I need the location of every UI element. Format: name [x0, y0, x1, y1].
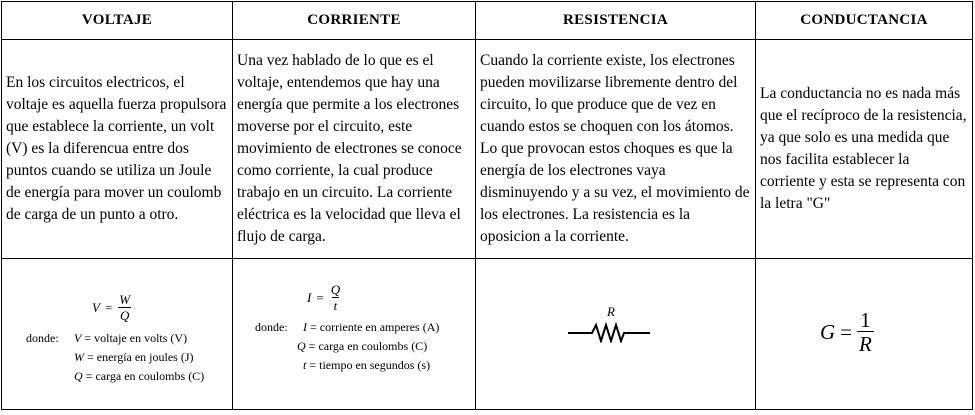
- voltage-numerator: W: [119, 292, 131, 307]
- current-denominator: t: [333, 298, 338, 313]
- current-def-symbol: I: [303, 320, 307, 334]
- corriente-description: Una vez hablado de lo que es el voltaje, entendemos que hay una energía que permite a los electrones moverse por el circuito, este movimiento de electrones se conoce como corriente, la cual produce trabajo en un circuito. La corriente eléctrica es la velocidad que lleva el flujo de carga.: [233, 40, 476, 259]
- current-def-text: = tiempo en segundos (s): [309, 358, 431, 372]
- conductancia-description: La conductancia no es nada más que el recíproco de la resistencia, ya que solo es una medida que nos facilita establecer la corriente y esta se representa con la letra "G": [756, 40, 973, 259]
- conductancia-formula-cell: [756, 259, 973, 410]
- voltage-def-symbol: W: [74, 350, 84, 364]
- voltage-def-text: = carga en coulombs (C): [85, 369, 205, 383]
- current-legend: [255, 318, 439, 375]
- formula-row: [2, 259, 973, 410]
- current-def-text: = carga en coulombs (C): [308, 339, 428, 353]
- current-where: donde:: [255, 320, 288, 334]
- current-def-symbol: Q: [297, 339, 306, 353]
- voltaje-description: En los circuitos electricos, el voltaje es aquella fuerza propulsora que establece la corriente, un volt (V) es la diferencua entre dos puntos cuando se utiliza un Joule de energía para mover un coulomb de carga de un punto a otro.: [2, 40, 233, 259]
- current-equation: [307, 283, 342, 313]
- voltage-def-symbol: Q: [74, 369, 83, 383]
- conductance-equation: [820, 309, 874, 356]
- header-conductancia: CONDUCTANCIA: [756, 2, 973, 40]
- corriente-formula-cell: [233, 259, 476, 410]
- resistor-label: R: [607, 304, 615, 319]
- conductance-lhs: G: [820, 320, 836, 344]
- voltage-def-symbol: V: [74, 331, 82, 345]
- current-def-text: = corriente en amperes (A): [310, 320, 440, 334]
- voltage-where: donde:: [26, 331, 59, 345]
- header-row: [2, 2, 973, 40]
- voltaje-formula-cell: [2, 259, 233, 410]
- resistencia-description: Cuando la corriente existe, los electrones pueden movilizarse libremente dentro del circuito, lo que produce que de vez en cuando estos se choquen con los átomos. Lo que provocan estos choques es que la energía de los electrones vaya disminuyendo y a su vez, el movimiento de los electrones. La resistencia es la oposicion a la corriente.: [476, 40, 756, 259]
- header-corriente: CORRIENTE: [233, 2, 476, 40]
- resistencia-formula-cell: [476, 259, 756, 410]
- comparison-table: [1, 1, 973, 410]
- conductance-equals: =: [840, 320, 853, 344]
- voltage-def-text: = energía en joules (J): [87, 350, 194, 364]
- current-equals: =: [316, 290, 324, 305]
- description-row: [2, 40, 973, 259]
- voltage-def-text: = voltaje en volts (V): [84, 331, 188, 345]
- resistor-icon: [568, 321, 650, 343]
- header-voltaje: VOLTAJE: [2, 2, 233, 40]
- current-def-symbol: t: [303, 358, 307, 372]
- conductance-fraction: [857, 309, 874, 356]
- voltage-legend: [26, 329, 204, 386]
- voltage-equation: [92, 293, 132, 323]
- current-fraction: [329, 283, 342, 313]
- voltage-equals: =: [104, 300, 113, 315]
- header-resistencia: RESISTENCIA: [476, 2, 756, 40]
- voltage-lhs: V: [92, 300, 100, 315]
- current-numerator: Q: [330, 282, 341, 297]
- conductance-numerator: 1: [860, 308, 871, 332]
- current-lhs: I: [307, 290, 312, 305]
- voltage-denominator: Q: [120, 308, 130, 323]
- voltage-fraction: [117, 293, 132, 323]
- conductance-denominator: R: [859, 332, 872, 356]
